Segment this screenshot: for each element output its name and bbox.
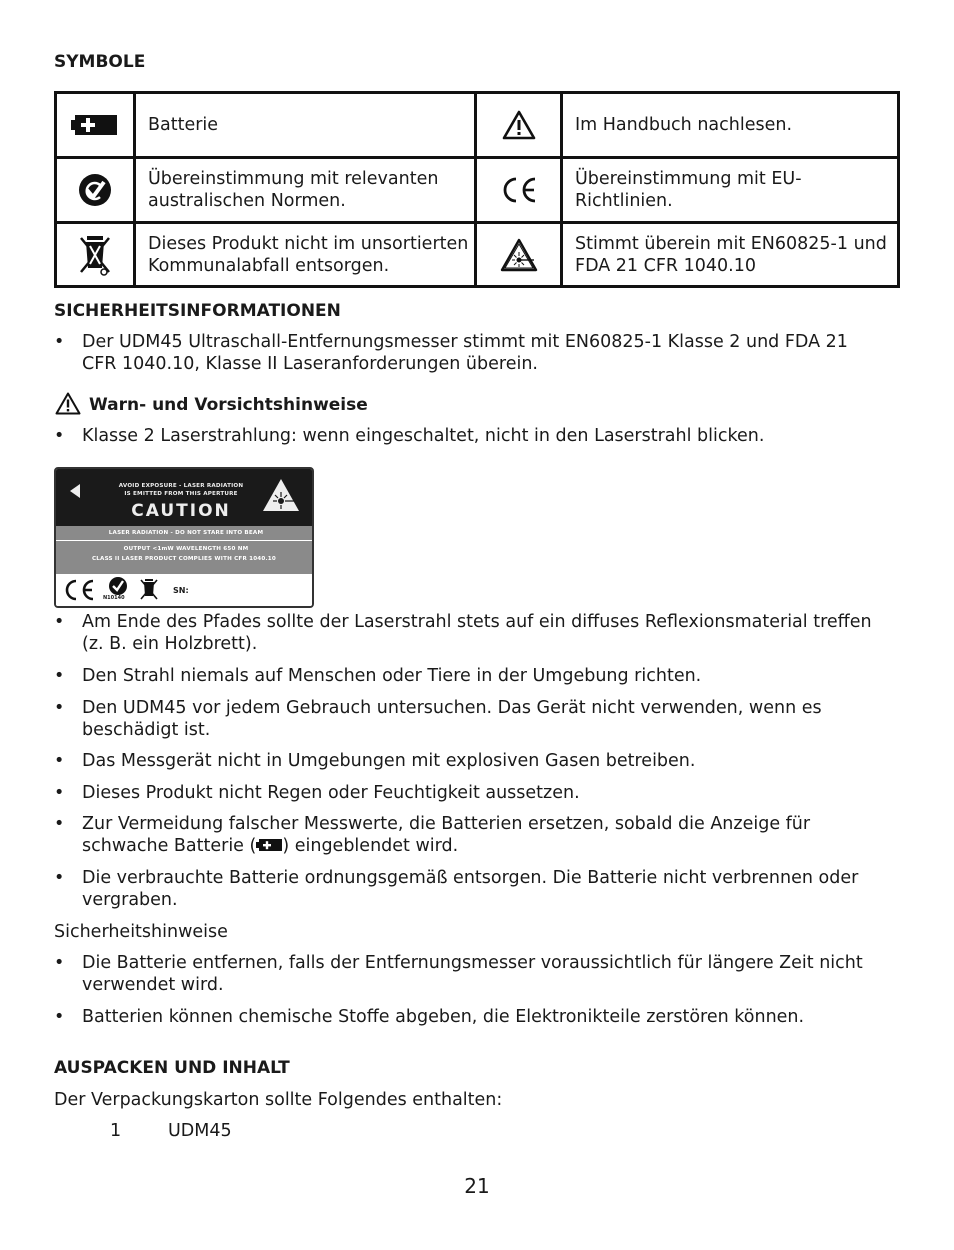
battery-icon (56, 93, 135, 158)
laser-warning-icon (476, 223, 562, 287)
list-item (54, 697, 884, 741)
warning-triangle-icon (476, 93, 562, 158)
list-item-text: Den UDM45 vor jedem Gebrauch untersuchen. Das Gerät nicht verwenden, wenn es beschädigt ist. (82, 698, 822, 740)
list-item-text: Batterien können chemische Stoffe abgeben, die Elektronikteile zerstören können. (82, 1007, 805, 1027)
section-heading-auspacken: AUSPACKEN UND INHALT (54, 1058, 290, 1078)
list-item (54, 750, 884, 772)
label-black-band (56, 469, 312, 526)
list-item (54, 952, 884, 996)
list-item-text: Zur Vermeidung falscher Messwerte, die Batterien ersetzen, sobald die Anzeige für schwache Batterie ( ) eingeblendet wird. (82, 814, 811, 856)
label-text: AVOID EXPOSURE - LASER RADIATION (118, 483, 244, 489)
auspacken-intro: Der Verpackungskarton sollte Folgendes enthalten: (54, 1090, 503, 1110)
section-heading-sicherheit: SICHERHEITSINFORMATIONEN (54, 301, 341, 321)
table-row (56, 158, 899, 223)
weee-bin-icon (139, 577, 159, 601)
symbol-description: Im Handbuch nachlesen. (562, 93, 899, 158)
label-text: IS EMITTED FROM THIS APERTURE (124, 491, 238, 497)
warning-triangle-icon (55, 392, 81, 420)
bullet-dot: • (54, 783, 65, 803)
list-item (54, 611, 884, 655)
bullet-dot: • (54, 666, 65, 686)
bullet-dot: • (54, 612, 65, 632)
label-mark-strip (56, 574, 312, 606)
symbol-description: Stimmt überein mit EN60825-1 und FDA 21 CFR 1040.10 (562, 223, 899, 287)
label-grey-band (56, 526, 312, 574)
list-item-text: Am Ende des Pfades sollte der Laserstrahl stets auf ein diffuses Reflexionsmaterial treffen (z. B. ein Holzbrett). (82, 612, 872, 654)
arrow-left-icon (68, 483, 82, 499)
c-tick-icon (56, 158, 135, 223)
list-item (54, 867, 884, 911)
symbol-description: Übereinstimmung mit relevanten australischen Normen. (135, 158, 476, 223)
serial-number-label: SN: (173, 586, 189, 595)
warning-heading: Warn- und Vorsichtshinweise (89, 395, 368, 415)
page-number: 21 (464, 1174, 490, 1198)
bullet-dot: • (54, 814, 65, 834)
bullet-dot: • (54, 868, 65, 888)
section-heading-symbole: SYMBOLE (54, 52, 146, 72)
bullet-dot: • (54, 751, 65, 771)
list-item (54, 782, 884, 804)
list-item (54, 331, 884, 375)
list-item-text: Dieses Produkt nicht Regen oder Feuchtigkeit aussetzen. (82, 783, 580, 803)
list-item-text: Den Strahl niemals auf Menschen oder Tiere in der Umgebung richten. (82, 666, 702, 686)
label-text: LASER RADIATION - DO NOT STARE INTO BEAM (108, 530, 264, 536)
table-row (56, 223, 899, 287)
subheading-sicherheitshinweise: Sicherheitshinweise (54, 922, 228, 942)
symbol-description: Dieses Produkt nicht im unsortierten Kommunalabfall entsorgen. (135, 223, 476, 287)
contents-item: UDM45 (168, 1121, 232, 1141)
list-item (54, 425, 884, 447)
contents-qty: 1 (110, 1121, 122, 1141)
weee-bin-icon (56, 223, 135, 287)
list-item-text: Die Batterie entfernen, falls der Entfernungsmesser voraussichtlich für längere Zeit nicht verwendet wird. (82, 953, 863, 995)
bullet-dot: • (54, 332, 65, 352)
bullet-dot: • (54, 953, 65, 973)
list-item (54, 1006, 884, 1028)
label-text: OUTPUT <1mW WAVELENGTH 650 NM (123, 546, 249, 552)
symbol-description: Übereinstimmung mit EU-Richtlinien. (562, 158, 899, 223)
battery-icon (256, 838, 282, 852)
list-item-text: Das Messgerät nicht in Umgebungen mit explosiven Gasen betreiben. (82, 751, 696, 771)
ce-mark-icon (62, 578, 96, 602)
symbol-table (54, 91, 900, 288)
list-item (54, 813, 884, 857)
ce-mark-icon (476, 158, 562, 223)
laser-warning-icon (261, 477, 301, 513)
bullet-dot: • (54, 426, 65, 446)
bullet-dot: • (54, 1007, 65, 1027)
list-item-text: Der UDM45 Ultraschall-Entfernungsmesser stimmt mit EN60825-1 Klasse 2 und FDA 21 CFR 1040.10, Klasse II Laseranforderungen überein. (82, 332, 848, 374)
c-tick-icon (108, 576, 128, 596)
laser-caution-label (54, 467, 314, 608)
list-item-text: Die verbrauchte Batterie ordnungsgemäß entsorgen. Die Batterie nicht verbrennen oder vergraben. (82, 868, 859, 910)
bullet-dot: • (54, 698, 65, 718)
label-text: CLASS II LASER PRODUCT COMPLIES WITH CFR 1040.10 (91, 556, 276, 562)
caution-title: CAUTION (131, 501, 231, 521)
list-item-text: Klasse 2 Laserstrahlung: wenn eingeschaltet, nicht in den Laserstrahl blicken. (82, 426, 765, 446)
table-row (56, 93, 899, 158)
list-item (54, 665, 884, 687)
label-code: N10140 (103, 595, 125, 601)
symbol-description: Batterie (135, 93, 476, 158)
